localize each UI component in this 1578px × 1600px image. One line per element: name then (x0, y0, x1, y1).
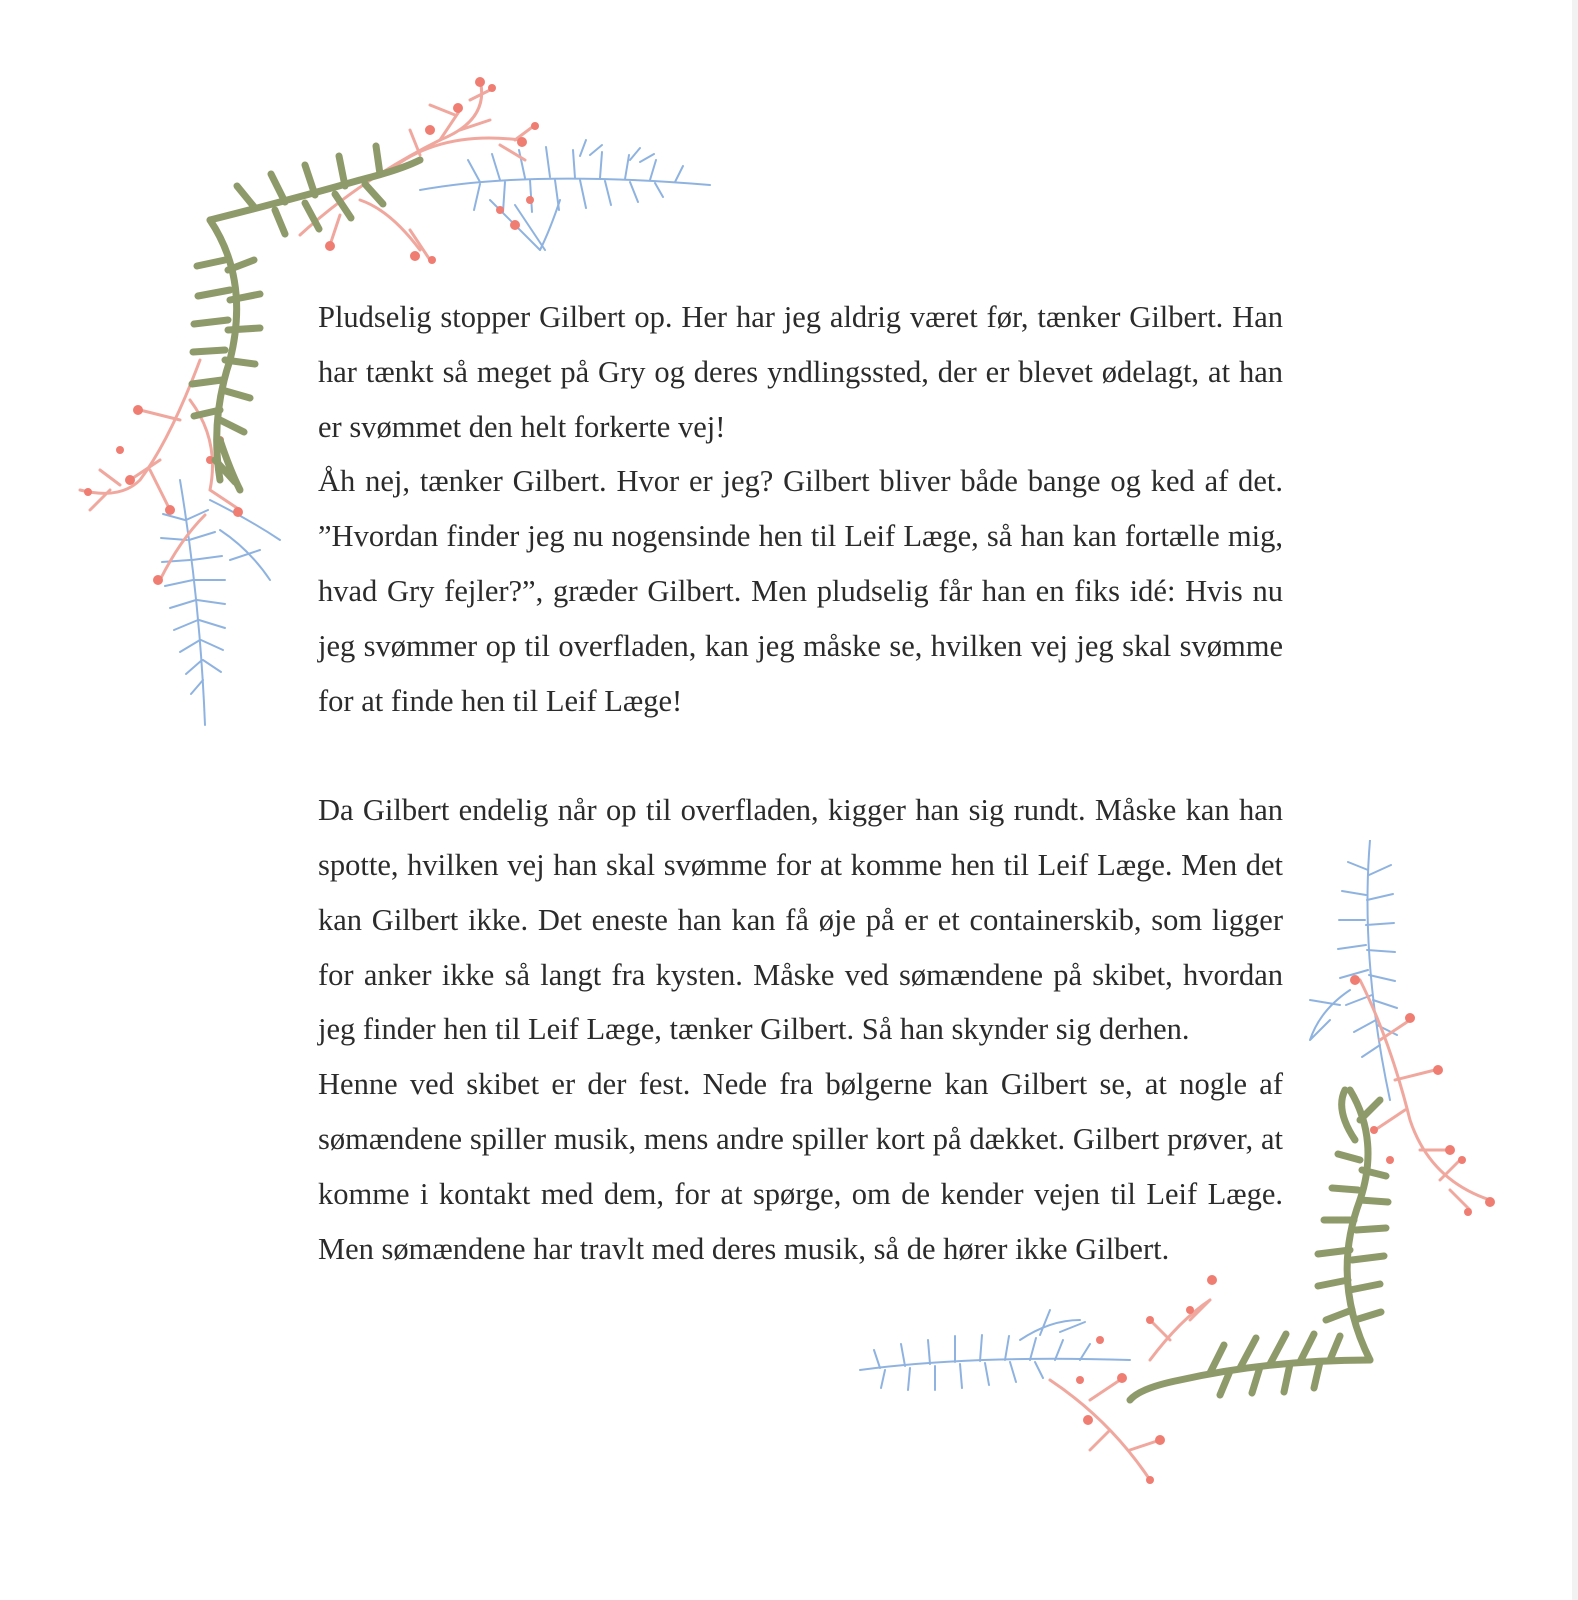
story-paragraph: Henne ved skibet er der fest. Nede fra bølgerne kan Gilbert se, at nogle af sømændene spiller musik, mens andre spiller kort på dækket. Gilbert prøver, at komme i kontakt med dem, for at spørge, om de kender vejen til Leif Læge. Men sømændene har travlt med deres musik, så de hører ikke Gilbert. (318, 1067, 1283, 1266)
story-paragraph: Da Gilbert endelig når op til overfladen, kigger han sig rundt. Måske kan han spotte, hvilken vej han skal svømme for at komme hen til Leif Læge. Men det kan Gilbert ikke. Det eneste han kan få øje på er et containerskib, som ligger for anker ikke så langt fra kysten. Måske ved sømændene på skibet, hvordan jeg finder hen til Leif Læge, tænker Gilbert. Så han skynder sig derhen. (318, 793, 1283, 1047)
page-edge (1572, 0, 1578, 1600)
story-text (318, 290, 1283, 1276)
story-paragraph: Pludselig stopper Gilbert op. Her har jeg aldrig været før, tænker Gilbert. Han har tænkt så meget på Gry og deres yndlingssted, der er blevet ødelagt, at han er svømmet den helt forkerte vej! (318, 300, 1283, 444)
paragraph-gap (318, 728, 1283, 783)
story-paragraph: Åh nej, tænker Gilbert. Hvor er jeg? Gilbert bliver både bange og ked af det. ”Hvordan finder jeg nu nogensinde hen til Leif Læge, så han kan fortælle mig, hvad Gry fejler?”, græder Gilbert. Men pludselig får han en fiks idé: Hvis nu jeg svømmer op til overfladen, kan jeg måske se, hvilken vej jeg skal svømme for at finde hen til Leif Læge! (318, 464, 1283, 718)
